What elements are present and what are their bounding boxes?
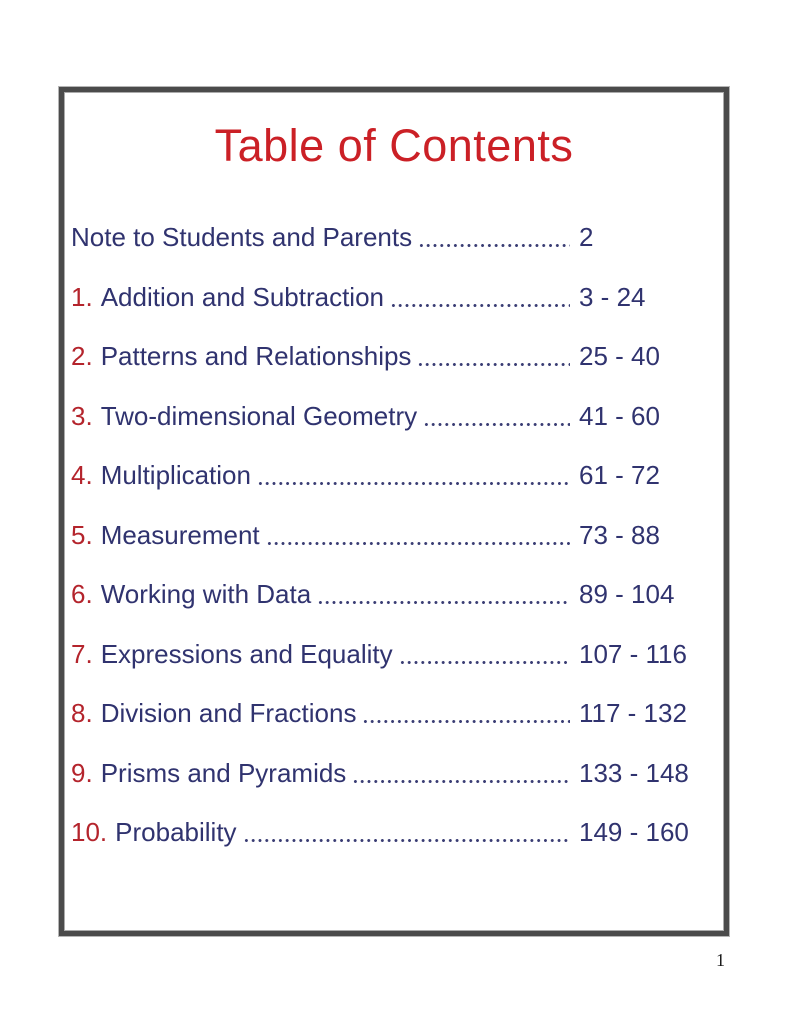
page-range: 25 - 40 bbox=[579, 341, 660, 371]
dot-leader bbox=[390, 282, 570, 312]
toc-entry bbox=[71, 817, 698, 847]
chapter-title: Prisms and Pyramids bbox=[100, 757, 347, 788]
dot-leader bbox=[423, 401, 570, 431]
chapter-title: Expressions and Equality bbox=[100, 638, 393, 669]
dot-leader bbox=[266, 520, 570, 550]
page-range: 2 bbox=[579, 222, 594, 252]
chapter-number: 2. bbox=[71, 341, 93, 371]
toc-entry bbox=[71, 520, 698, 550]
chapter-number: 5. bbox=[71, 519, 93, 550]
chapter-title: Patterns and Relationships bbox=[100, 341, 412, 371]
chapter-number: 1. bbox=[71, 281, 93, 312]
chapter-title: Multiplication bbox=[100, 460, 251, 490]
toc-entry bbox=[71, 758, 698, 788]
page-range: 61 - 72 bbox=[579, 460, 660, 490]
page-range: 133 - 148 bbox=[579, 757, 689, 788]
page-range: 3 - 24 bbox=[579, 281, 646, 312]
toc-entry bbox=[71, 222, 698, 252]
chapter-title: Two-dimensional Geometry bbox=[100, 400, 418, 431]
chapter-title: Working with Data bbox=[100, 579, 312, 609]
page-number: 1 bbox=[716, 950, 725, 970]
page-range: 149 - 160 bbox=[579, 817, 689, 847]
chapter-number: 10. bbox=[71, 817, 108, 847]
dot-leader bbox=[418, 222, 570, 252]
dot-leader bbox=[352, 758, 570, 788]
page-range: 89 - 104 bbox=[579, 579, 675, 609]
toc-list bbox=[71, 222, 698, 847]
page-range: 107 - 116 bbox=[579, 638, 687, 669]
dot-leader bbox=[257, 460, 570, 490]
chapter-title: Probability bbox=[115, 817, 237, 847]
page-range: 41 - 60 bbox=[579, 400, 660, 431]
chapter-title: Division and Fractions bbox=[100, 698, 357, 728]
chapter-title: Measurement bbox=[100, 519, 260, 550]
chapter-number: 3. bbox=[71, 400, 93, 431]
chapter-title: Note to Students and Parents bbox=[71, 222, 413, 252]
dot-leader bbox=[362, 698, 570, 728]
chapter-number: 7. bbox=[71, 638, 93, 669]
dot-leader bbox=[399, 639, 570, 669]
toc-entry bbox=[71, 579, 698, 609]
dot-leader bbox=[317, 579, 570, 609]
chapter-number: 8. bbox=[71, 698, 93, 728]
toc-entry bbox=[71, 639, 698, 669]
dot-leader bbox=[417, 341, 570, 371]
toc-entry bbox=[71, 282, 698, 312]
toc-entry bbox=[71, 460, 698, 490]
chapter-number: 6. bbox=[71, 579, 93, 609]
chapter-number: 4. bbox=[71, 460, 93, 490]
page-range: 73 - 88 bbox=[579, 519, 660, 550]
toc-entry bbox=[71, 698, 698, 728]
toc-entry bbox=[71, 401, 698, 431]
content-frame bbox=[59, 87, 729, 936]
chapter-title: Addition and Subtraction bbox=[100, 281, 384, 312]
dot-leader bbox=[243, 817, 570, 847]
toc-entry bbox=[71, 341, 698, 371]
page-title: Table of Contents bbox=[214, 120, 574, 171]
page-range: 117 - 132 bbox=[579, 698, 687, 728]
chapter-number: 9. bbox=[71, 757, 93, 788]
